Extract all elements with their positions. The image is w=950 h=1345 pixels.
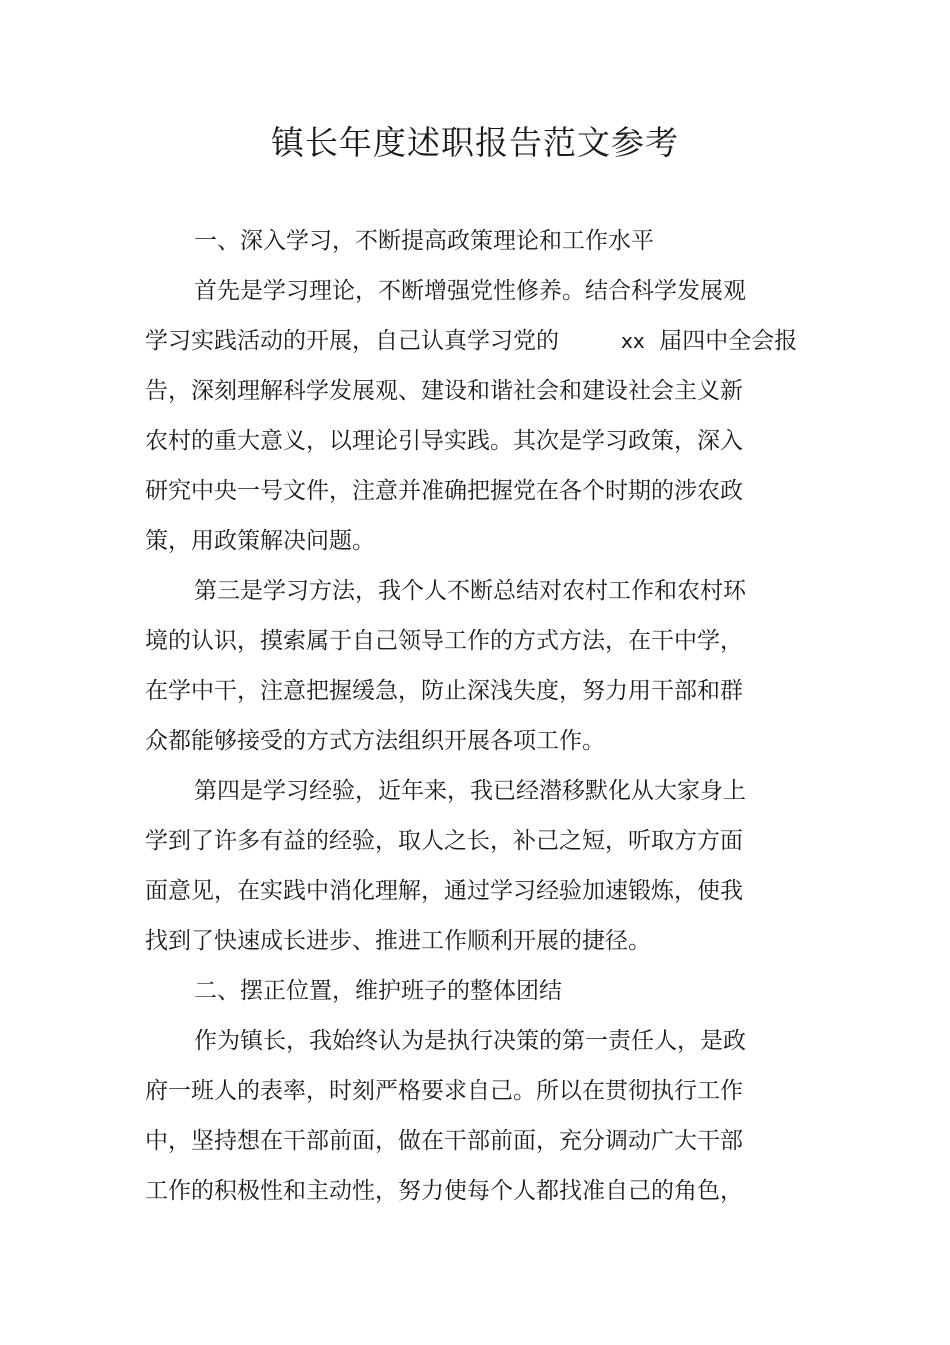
paragraph-line: 第四是学习经验，近年来，我已经潜移默化从大家身上: [194, 778, 746, 804]
section-heading-2: 二、摆正位置，维护班子的整体团结: [194, 978, 562, 1004]
paragraph-line: 学到了许多有益的经验，取人之长，补己之短，听取方方面: [145, 828, 743, 854]
paragraph-line: 面意见，在实践中消化理解，通过学习经验加速锻炼，使我: [145, 878, 743, 904]
paragraph-line: 农村的重大意义，以理论引导实践。其次是学习政策，深入: [145, 428, 743, 454]
paragraph-line: 境的认识，摸索属于自己领导工作的方式方法，在干中学，: [145, 628, 743, 654]
paragraph-line: 告，深刻理解科学发展观、建设和谐社会和建设社会主义新: [145, 378, 743, 404]
paragraph-line: 第三是学习方法，我个人不断总结对农村工作和农村环: [194, 578, 746, 604]
paragraph-line: 首先是学习理论，不断增强党性修养。结合科学发展观: [194, 278, 746, 304]
paragraph-text: 届四中全会报: [659, 328, 798, 354]
paragraph-text: 学习实践活动的开展，自己认真学习党的: [145, 328, 559, 354]
paragraph-line: [145, 326, 797, 356]
paragraph-line: 中，坚持想在干部前面，做在干部前面，充分调动广大干部: [145, 1128, 743, 1154]
paragraph-line: 作为镇长，我始终认为是执行决策的第一责任人，是政: [194, 1028, 746, 1054]
placeholder-number: xx: [621, 329, 645, 353]
section-heading-1: 一、深入学习，不断提高政策理论和工作水平: [194, 228, 654, 254]
paragraph-line: 工作的积极性和主动性，努力使每个人都找准自己的角色，: [145, 1178, 743, 1204]
paragraph-line: 研究中央一号文件，注意并准确把握党在各个时期的涉农政: [145, 478, 743, 504]
paragraph-line: 众都能够接受的方式方法组织开展各项工作。: [145, 728, 605, 754]
document-title: 镇长年度述职报告范文参考: [271, 123, 679, 162]
paragraph-line: 找到了快速成长进步、推进工作顺利开展的捷径。: [145, 928, 651, 954]
paragraph-line: 在学中干，注意把握缓急，防止深浅失度，努力用干部和群: [145, 678, 743, 704]
paragraph-line: 府一班人的表率，时刻严格要求自己。所以在贯彻执行工作: [145, 1078, 743, 1104]
paragraph-line: 策，用政策解决问题。: [145, 528, 375, 554]
